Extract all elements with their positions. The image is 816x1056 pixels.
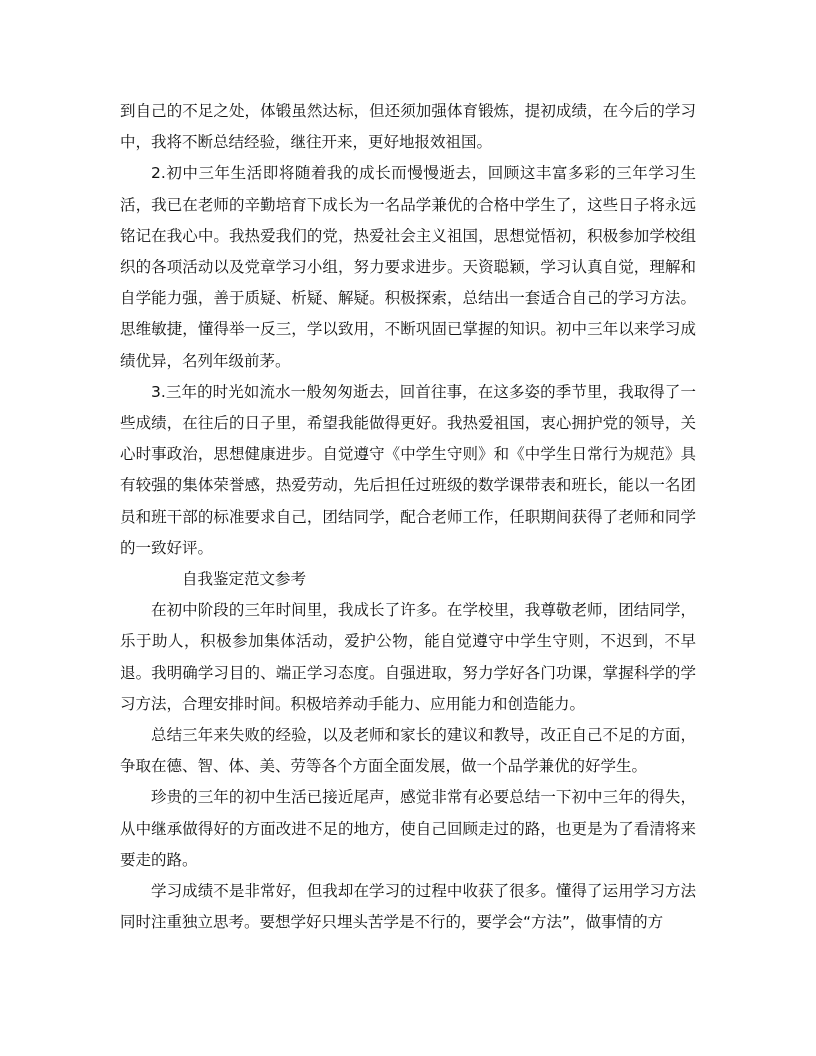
document-page	[120, 96, 696, 938]
paragraph-continuation: 到自己的不足之处，体锻虽然达标，但还须加强体育锻炼，提初成绩，在今后的学习中，我将不断总结经验，继往开来，更好地报效祖国。	[120, 102, 696, 152]
paragraph-2: 2.初中三年生活即将随着我的成长而慢慢逝去，回顾这丰富多彩的三年学习生活，我已在老师的辛勤培育下成长为一名品学兼优的合格中学生了，这些日子将永远铭记在我心中。我热爱我们的党，热爱社会主义祖国，思想觉悟初，积极参加学校组织的各项活动以及党章学习小组，努力要求进步。天资聪颖，学习认真自觉，理解和自学能力强，善于质疑、析疑、解疑。积极探索，总结出一套适合自己的学习方法。思维敏捷，懂得举一反三，学以致用，不断巩固已掌握的知识。初中三年以来学习成绩优异，名列年级前茅。	[120, 164, 696, 370]
paragraph-school-life: 在初中阶段的三年时间里，我成长了许多。在学校里，我尊敬老师，团结同学，乐于助人，积极参加集体活动，爱护公物，能自觉遵守中学生守则，不迟到，不早退。我明确学习目的、端正学习态度。自强进取，努力学好各门功课，掌握科学的学习方法，合理安排时间。积极培养动手能力、应用能力和创造能力。	[120, 601, 696, 713]
paragraph-3: 3.三年的时光如流水一般匆匆逝去，回首往事，在这多姿的季节里，我取得了一些成绩，在往后的日子里，希望我能做得更好。我热爱祖国，衷心拥护党的领导，关心时事政治，思想健康进步。自觉遵守《中学生守则》和《中学生日常行为规范》具有较强的集体荣誉感，热爱劳动，先后担任过班级的数学课带表和班长，能以一名团员和班干部的标准要求自己，团结同学，配合老师工作，任职期间获得了老师和同学的一致好评。	[120, 382, 696, 557]
paragraph-reflection: 珍贵的三年的初中生活已接近尾声，感觉非常有必要总结一下初中三年的得失，从中继承做得好的方面改进不足的地方，使自己回顾走过的路，也更是为了看清将来要走的路。	[120, 788, 696, 869]
paragraph-summary: 总结三年来失败的经验，以及老师和家长的建议和教导，改正自己不足的方面，争取在德、智、体、美、劳等各个方面全面发展，做一个品学兼优的好学生。	[120, 726, 696, 776]
paragraph-study: 学习成绩不是非常好，但我却在学习的过程中收获了很多。懂得了运用学习方法同时注重独立思考。要想学好只埋头苦学是不行的，要学会“方法”，做事情的方	[120, 882, 696, 932]
section-heading: 自我鉴定范文参考	[182, 570, 307, 589]
